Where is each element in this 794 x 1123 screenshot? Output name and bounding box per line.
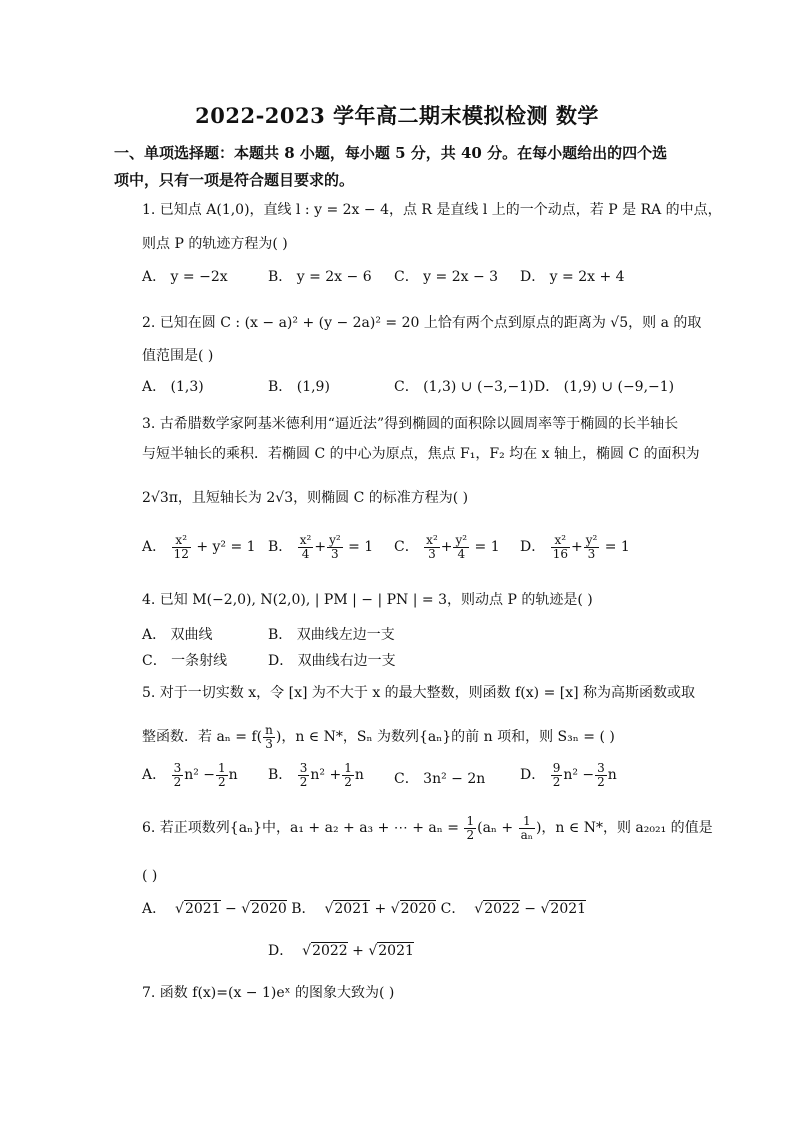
q3-line2: 与短半轴长的乘积．若椭圆 C 的中心为原点，焦点 F₁，F₂ 均在 x 轴上，椭圆 C 的面积为: [142, 446, 700, 462]
q1-option-a: A． y = −2x: [142, 269, 228, 285]
q3-option-a: A． $\frac{\text{x²}}{12}$ + y² = 1: [142, 533, 256, 561]
q1-option-d: D． y = 2x + 4: [520, 269, 625, 285]
page-title: 2022-2023 学年高二期末模拟检测 数学: [195, 103, 599, 128]
q4-option-a: A． 双曲线: [142, 627, 213, 643]
q2-option-d: D． (1,9) ∪ (−9,−1): [534, 379, 675, 395]
q3-option-c: C． $\frac{\text{x²}}{3}$ + $\frac{\text{y²}}{4}$ = 1: [394, 533, 500, 561]
q1-line2: 则点 P 的轨迹方程为( ): [142, 236, 288, 252]
q5-option-b: B． $\frac{3}{2}$ n² + $\frac{1}{2}$ n: [268, 761, 364, 789]
q2-line1: 2. 已知在圆 C : (x − a)² + (y − 2a)² = 20 上恰有两个点到原点的距离为 √5，则 a 的取: [142, 315, 702, 331]
q2-option-b: B． (1,9): [268, 379, 330, 395]
q1-option-b: B． y = 2x − 6: [268, 269, 372, 285]
q1-option-c: C． y = 2x − 3: [394, 269, 499, 285]
q4-option-d: D． 双曲线右边一支: [268, 653, 396, 669]
section-heading: 一、单项选择题：本题共 8 小题，每小题 5 分，共 40 分。在每小题给出的四个选项中，只有一项是符合题目要求的。: [114, 144, 668, 189]
q3-line3: 2√3π，且短轴长为 2√3，则椭圆 C 的标准方程为( ): [142, 490, 469, 506]
q3-option-d: D． $\frac{\text{x²}}{16}$ + $\frac{\text{y²}}{3}$ = 1: [520, 533, 630, 561]
q7-line1: 7. 函数 f(x)=(x − 1)eˣ 的图象大致为( ): [142, 985, 395, 1001]
q4-option-c: C． 一条射线: [142, 653, 228, 669]
q5-line1: 5. 对于一切实数 x，令 [x] 为不大于 x 的最大整数，则函数 f(x) = [x] 称为高斯函数或取: [142, 685, 696, 701]
fraction: $\frac{\text{x²}}{12}$: [173, 533, 189, 561]
q2-option-c: C． (1,3) ∪ (−3,−1): [394, 379, 534, 395]
q3-line1: 3. 古希腊数学家阿基米德利用“逼近法”得到椭圆的面积除以圆周率等于椭圆的长半轴长: [142, 416, 679, 432]
q6-line1: 6. 若正项数列{aₙ}中，a₁ + a₂ + a₃ + ⋯ + aₙ = $\frac{1}{2}$ (aₙ + $\frac{1}{\text{aₙ}}$ )，n ∈ N*，则 a₂₀₂₁ 的值是: [142, 813, 713, 842]
q2-line2: 值范围是( ): [142, 348, 214, 364]
q6-option-d: D． √2022 + √2021: [268, 943, 414, 959]
q5-line2: 整函数．若 aₙ = f( $\frac{n}{3}$ )，n ∈ N*，Sₙ 为数列{aₙ}的前 n 项和，则 S₃ₙ = ( ): [142, 722, 615, 751]
q1-line1: 1. 已知点 A(1,0)，直线 l : y = 2x − 4，点 R 是直线 l 上的一个动点，若 P 是 RA 的中点，: [142, 202, 722, 218]
q5-option-c: C． 3n² − 2n: [394, 771, 486, 787]
q4-line1: 4. 已知 M(−2,0), N(2,0), | PM | − | PN | = 3，则动点 P 的轨迹是( ): [142, 592, 593, 608]
q3-option-b: B． $\frac{\text{x²}}{4}$ + $\frac{\text{y²}}{3}$ = 1: [268, 533, 374, 561]
q4-option-b: B． 双曲线左边一支: [268, 627, 395, 643]
q5-option-a: A． $\frac{3}{2}$ n² − $\frac{1}{2}$ n: [142, 761, 238, 789]
q5-option-d: D． $\frac{9}{2}$ n² − $\frac{3}{2}$ n: [520, 761, 617, 789]
q6-line2: ( ): [142, 868, 158, 884]
q2-option-a: A． (1,3): [142, 379, 204, 395]
q6-option-a: A． √2021 − √2020 B． √2021 + √2020 C． √2022 − √2021: [142, 901, 587, 917]
